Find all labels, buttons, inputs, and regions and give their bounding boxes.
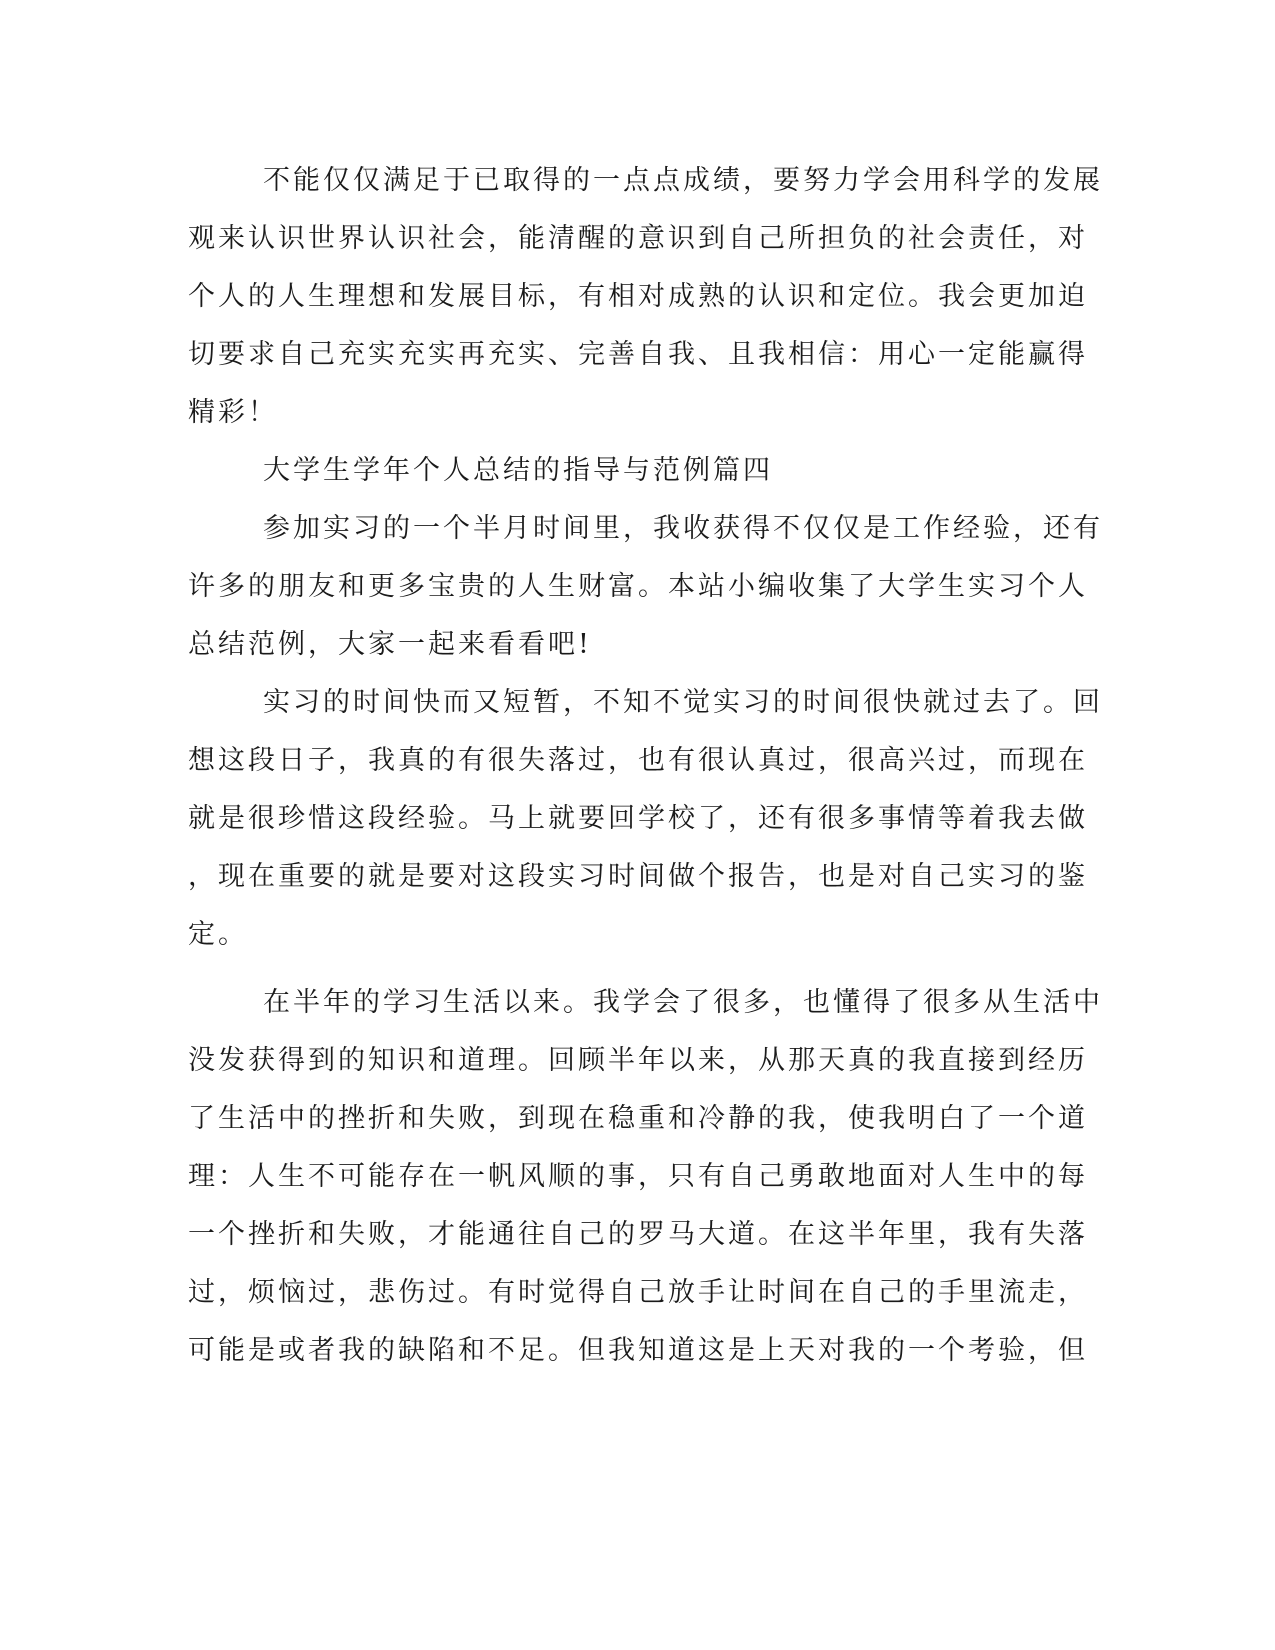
paragraph-line: 过，烦恼过，悲伤过。有时觉得自己放手让时间在自己的手里流走，: [188, 1277, 1088, 1308]
paragraph-line: 不能仅仅满足于已取得的一点点成绩，要努力学会用科学的发展: [263, 165, 1103, 196]
paragraph-line: 精彩！: [188, 397, 278, 428]
paragraph-line: 观来认识世界认识社会，能清醒的意识到自己所担负的社会责任，对: [188, 223, 1088, 254]
paragraph-line: 个人的人生理想和发展目标，有相对成熟的认识和定位。我会更加迫: [188, 281, 1088, 312]
paragraph-line: 可能是或者我的缺陷和不足。但我知道这是上天对我的一个考验，但: [188, 1335, 1088, 1366]
paragraph-line: 切要求自己充实充实再充实、完善自我、且我相信：用心一定能赢得: [188, 339, 1088, 370]
paragraph-line: 了生活中的挫折和失败，到现在稳重和冷静的我，使我明白了一个道: [188, 1103, 1088, 1134]
paragraph-line: 在半年的学习生活以来。我学会了很多，也懂得了很多从生活中: [263, 987, 1103, 1018]
paragraph-line: 实习的时间快而又短暂，不知不觉实习的时间很快就过去了。回: [263, 687, 1103, 718]
paragraph-line: 参加实习的一个半月时间里，我收获得不仅仅是工作经验，还有: [263, 513, 1103, 544]
paragraph-line: 一个挫折和失败，才能通往自己的罗马大道。在这半年里，我有失落: [188, 1219, 1088, 1250]
paragraph-line: 就是很珍惜这段经验。马上就要回学校了，还有很多事情等着我去做: [188, 803, 1088, 834]
section-heading: 大学生学年个人总结的指导与范例篇四: [263, 455, 773, 486]
paragraph-line: 理：人生不可能存在一帆风顺的事，只有自己勇敢地面对人生中的每: [188, 1161, 1088, 1192]
paragraph-line: 总结范例，大家一起来看看吧!: [188, 629, 592, 660]
paragraph-line: 想这段日子，我真的有很失落过，也有很认真过，很高兴过，而现在: [188, 745, 1088, 776]
paragraph-line: ，现在重要的就是要对这段实习时间做个报告，也是对自己实习的鉴: [188, 861, 1088, 892]
paragraph-line: 没发获得到的知识和道理。回顾半年以来，从那天真的我直接到经历: [188, 1045, 1088, 1076]
paragraph-line: 定。: [188, 919, 248, 950]
paragraph-line: 许多的朋友和更多宝贵的人生财富。本站小编收集了大学生实习个人: [188, 571, 1088, 602]
